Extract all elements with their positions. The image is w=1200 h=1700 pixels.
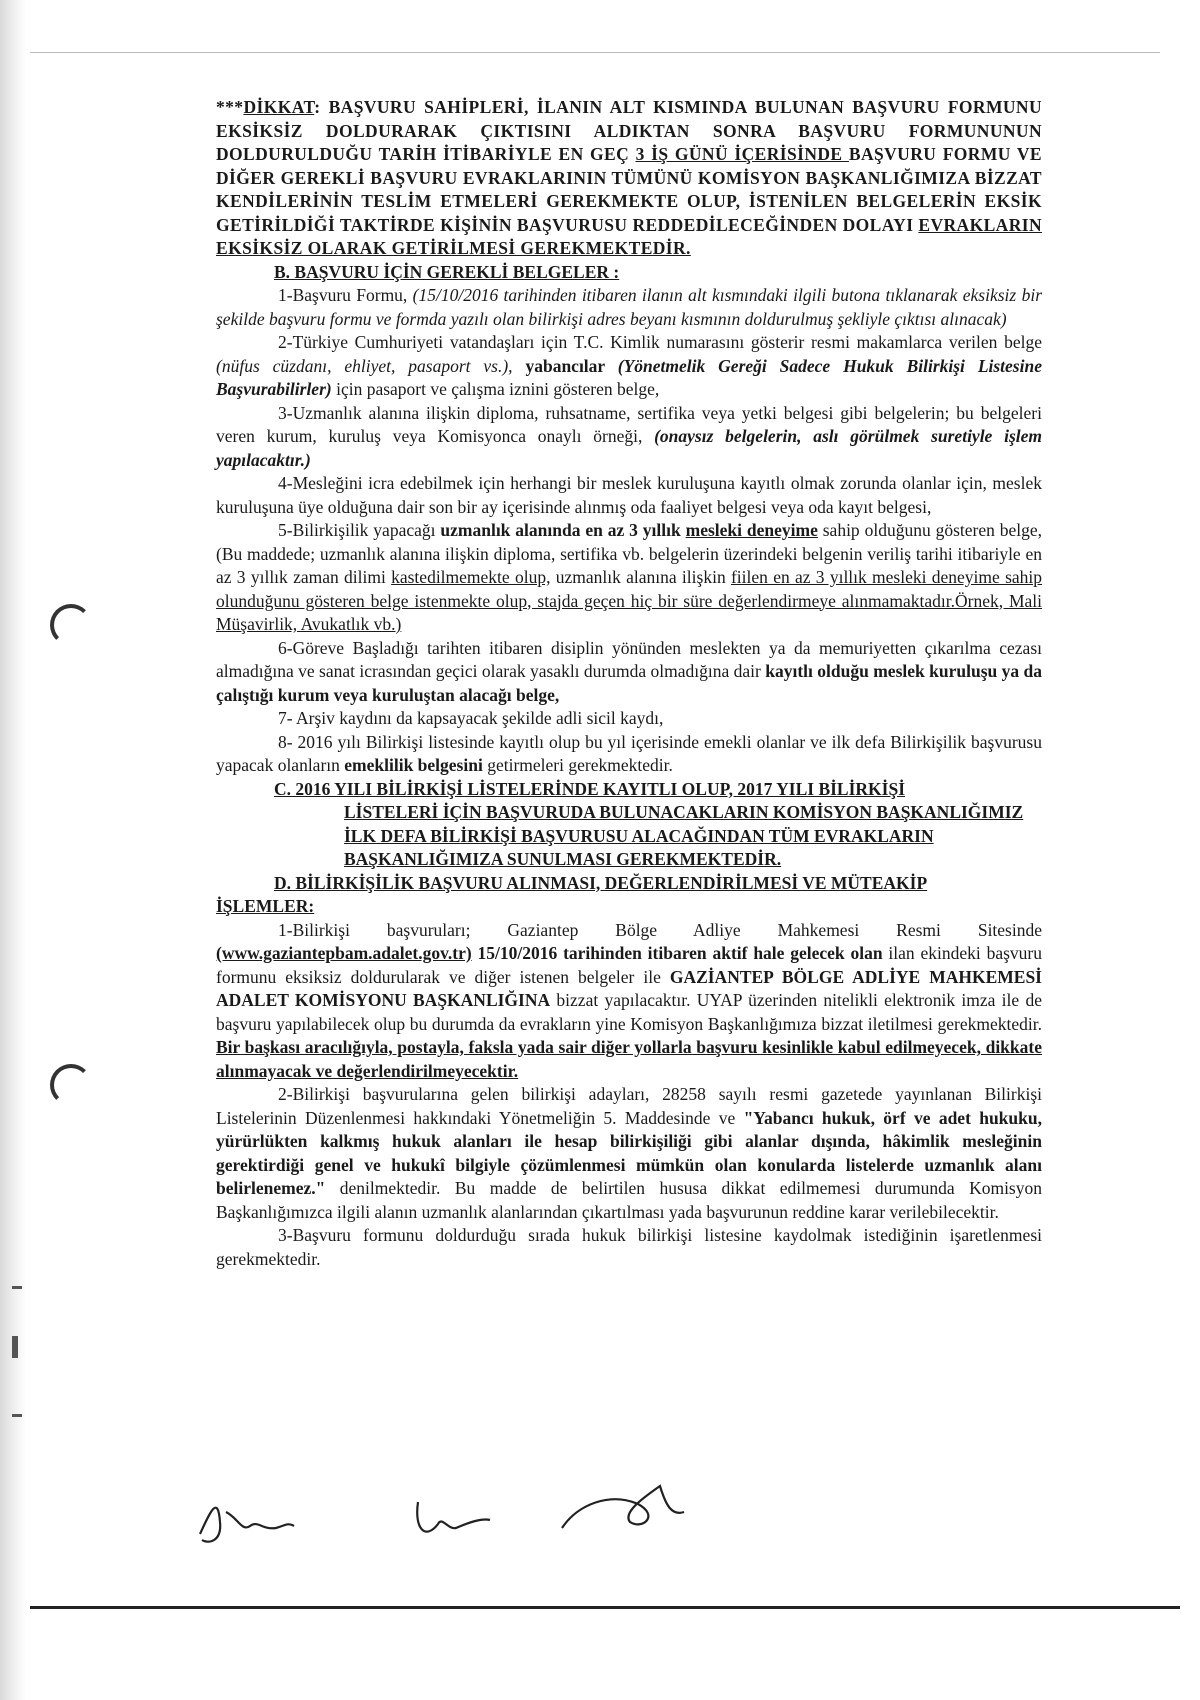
section-b-item-5: 5-Bilirkişilik yapacağı uzmanlık alanında en az 3 yıllık mesleki deneyime sahip olduğunu gösteren belge, (Bu maddede; uzmanlık alanına ilişkin diploma, sertifika vb. belgelerin üzerindeki belgenin veriliş tarihi itibariyle en az 3 yıllık zaman dilimi kastedilmemekte olup, uzmanlık alanına ilişkin fiilen en az 3 yıllık mesleki deneyime sahip olunduğunu gösteren belge istenmekte olup, stajda geçen hiç bir süre değerlendirmeye alınmamaktadır.Örnek, Mali Müşavirlik, Avukatlık vb.) (216, 520, 1043, 634)
warning-paragraph: ***DİKKAT: BAŞVURU SAHİPLERİ, İLANIN ALT KISMINDA BULUNAN BAŞVURU FORMUNU EKSİKSİZ DOLDURARAK ÇIKTISINI ALDIKTAN SONRA BAŞVURU FORMUNUNUN DOLDURULDUĞU TARİH İTİBARİYLE EN GEÇ 3 İŞ GÜNÜ İÇERİSİNDE BAŞVURU FORMU VE DİĞER GEREKLİ BAŞVURU EVRAKLARININ TÜMÜNÜ KOMİSYON BAŞKANLIĞIMIZA BİZZAT KENDİLERİNİN TESLİM ETMELERİ GEREKMEKTE OLUP, İSTENİLEN BELGELERİN EKSİK GETİRİLDİĞİ TAKTİRDE KİŞİNİN BAŞVURUSU REDDEDİLECEĞİNDEN DOLAYI EVRAKLARIN EKSİKSİZ OLARAK GETİRİLMESİ GEREKMEKTEDİR. (216, 97, 1042, 258)
section-b-item-4: 4-Mesleğini icra edebilmek için herhangi bir meslek kuruluşuna kayıtlı olmak zorunda olanlar için, meslek kuruluşuna üye olduğuna dair son bir ay içerisinde alınmış oda faaliyet belgesi veya oda kayıt belgesi, (216, 473, 1042, 517)
section-d-item-2: 2-Bilirkişi başvurularına gelen bilirkişi adayları, 28258 sayılı resmi gazetede yayınlanan Bilirkişi Listelerinin Düzenlenmesi hakkındaki Yönetmeliğin 5. Maddesinde ve "Yabancı hukuk, örf ve adet hukuku, yürürlükten kalkmış hukuk alanları ile hesap bilirkişiliği gibi alanlar dışında, hâkimlik mesleğinin gerektirdiği genel ve hukukî bilgiyle çözümlenmesi mümkün olan konularda listelerde uzmanlık alanı belirlenemez." denilmektedir. Bu madde de belirtilen hususa dikkat edilmemesi durumunda Komisyon Başkanlığımızca ilgili alanın uzmanlık alanlarından çıkartılması yada başvurunun reddine karar verilebilecektir. (216, 1084, 1042, 1222)
scan-top-border (30, 52, 1160, 53)
section-d-title-tail: İŞLEMLER: (216, 896, 315, 916)
punch-hole-mark (50, 1064, 92, 1106)
section-b-item-2: 2-Türkiye Cumhuriyeti vatandaşları için T.C. Kimlik numarasını gösterir resmi makamlarca verilen belge (nüfus cüzdanı, ehliyet, pasaport vs.), yabancılar (Yönetmelik Gereği Sadece Hukuk Bilirkişi Listesine Başvurabilirler) için pasaport ve çalışma iznini gösteren belge, (216, 332, 1042, 399)
scan-margin-mark (12, 1286, 22, 1289)
document-body (216, 96, 1042, 1271)
signature-scribbles-icon (190, 1482, 750, 1552)
section-b-item-6: 6-Göreve Başladığı tarihten itibaren disiplin yönünden meslekten ya da memuriyetten çıkarılma cezası almadığına ve sanat icrasından geçici olarak yasaklı durumda olmadığına dair kayıtlı olduğu meslek kuruluşu ya da çalıştığı kurum veya kuruluştan alacağı belge, (216, 637, 1043, 705)
handwritten-signatures (190, 1482, 750, 1552)
scan-page-edge (0, 0, 26, 1700)
section-d-title: D. BİLİRKİŞİLİK BAŞVURU ALINMASI, DEĞERLENDİRİLMESİ VE MÜTEAKİP (274, 872, 928, 893)
section-b-item-8: 8- 2016 yılı Bilirkişi listesinde kayıtlı olup bu yıl içerisinde emekli olanlar ve ilk defa Bilirkişilik başvurusu yapacak olanların emeklilik belgesini getirmeleri gerekmektedir. (216, 731, 1042, 775)
section-d-item-1: 1-Bilirkişi başvuruları; Gaziantep Bölge Adliye Mahkemesi Resmi Sitesinde (www.gaziantepbam.adalet.gov.tr) 15/10/2016 tarihinden itibaren aktif hale gelecek olan ilan ekindeki başvuru formunu eksiksiz doldurularak ve diğer istenen belgeler ile GAZİANTEP BÖLGE ADLİYE MAHKEMESİ ADALET KOMİSYONU BAŞKANLIĞINA bizzat yapılacaktır. UYAP üzerinden nitelikli elektronik imza ile de başvuru yapılabilecek olup bu durumda da evrakların yine Komisyon Başkanlığımıza bizzat iletilmesi gerekmektedir. Bir başkası aracılığıyla, postayla, faksla yada sair diğer yollarla başvuru kesinlikle kabul edilmeyecek, dikkate alınmayacak ve değerlendirilmeyecektir. (216, 919, 1042, 1081)
scan-margin-mark (12, 1336, 18, 1358)
scan-margin-mark (12, 1414, 22, 1417)
section-c-title: C. 2016 YILI BİLİRKİŞİ LİSTELERİNDE KAYITLI OLUP, 2017 YILI BİLİRKİŞİ LİSTELERİ İÇİN BAŞVURUDA BULUNACAKLARIN KOMİSYON BAŞKANLIĞIMIZ İLK DEFA BİLİRKİŞİ BAŞVURUSU ALACAĞINDAN TÜM EVRAKLARIN BAŞKANLIĞIMIZA SUNULMASI GEREKMEKTEDİR. (274, 778, 1024, 869)
scan-bottom-border (30, 1606, 1180, 1609)
section-d-item-3: 3-Başvuru formunu doldurduğu sırada hukuk bilirkişi listesine kaydolmak istediğinin işaretlenmesi gerekmektedir. (216, 1225, 1042, 1269)
section-b-item-1: 1-Başvuru Formu, (15/10/2016 tarihinden itibaren ilanın alt kısmındaki ilgili butona tıklanarak eksiksiz bir şekilde başvuru formu ve formda yazılı olan bilirkişi adres beyanı kısmının doldurulmuş şekliyle çıktısı alınacak) (216, 285, 1043, 329)
section-b-item-7: 7- Arşiv kaydını da kapsayacak şekilde adli sicil kaydı, (278, 708, 664, 728)
punch-hole-mark (50, 604, 92, 646)
section-b-item-3: 3-Uzmanlık alanına ilişkin diploma, ruhsatname, sertifika veya yetki belgesi gibi belgelerin; bu belgeleri veren kurum, kuruluş veya Komisyonca onaylı örneği, (onaysız belgelerin, aslı görülmek suretiyle işlem yapılacaktır.) (216, 402, 1042, 470)
section-b-title: B. BAŞVURU İÇİN GEREKLİ BELGELER : (274, 261, 620, 282)
